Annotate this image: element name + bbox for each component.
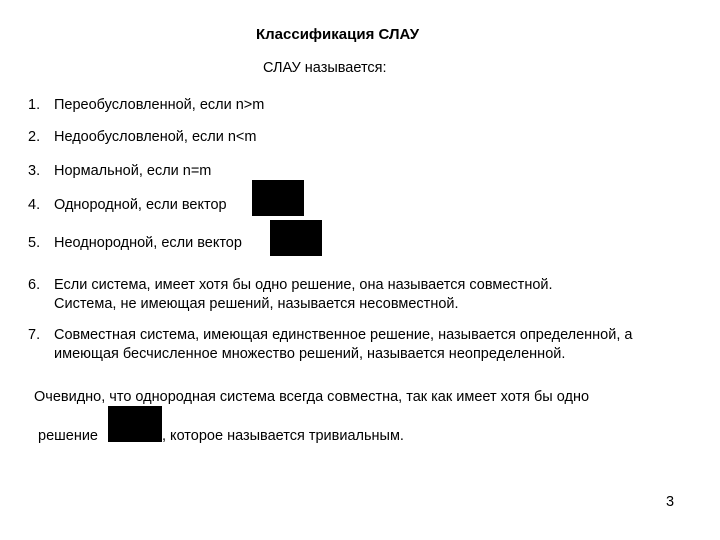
- list-item-number: 6.: [28, 277, 41, 293]
- list-item-text: Недообусловленой, если n<m: [54, 129, 257, 145]
- formula-placeholder: [252, 180, 304, 216]
- list-item-text-line: Если система, имеет хотя бы одно решение, она называется совместной.: [54, 277, 553, 293]
- list-item-text-line: имеющая бесчисленное множество решений, называется неопределенной.: [54, 346, 566, 362]
- list-item-number: 5.: [28, 235, 41, 251]
- list-item-text: Нормальной, если n=m: [54, 163, 212, 179]
- list-item-number: 2.: [28, 129, 41, 145]
- note-line-1: Очевидно, что однородная система всегда совместна, так как имеет хотя бы одно: [34, 389, 590, 405]
- page-number: 3: [666, 494, 675, 510]
- note-line-2-end: , которое называется тривиальным.: [162, 428, 404, 444]
- list-item-number: 3.: [28, 163, 41, 179]
- list-item-text: Неоднородной, если вектор: [54, 235, 242, 251]
- formula-placeholder: [108, 406, 162, 442]
- list-item-text-line: Совместная система, имеющая единственное решение, называется определенной, а: [54, 327, 633, 343]
- list-item-number: 1.: [28, 97, 41, 113]
- list-item-text: Переобусловленной, если n>m: [54, 97, 265, 113]
- note-line-2-start: решение: [38, 428, 98, 444]
- list-item-text: Однородной, если вектор: [54, 197, 227, 213]
- slide-title: Классификация СЛАУ: [256, 26, 420, 43]
- list-item-number: 4.: [28, 197, 41, 213]
- formula-placeholder: [270, 220, 322, 256]
- list-item-text-line: Система, не имеющая решений, называется несовместной.: [54, 296, 459, 312]
- list-item-number: 7.: [28, 327, 41, 343]
- slide-subtitle: СЛАУ называется:: [263, 60, 387, 76]
